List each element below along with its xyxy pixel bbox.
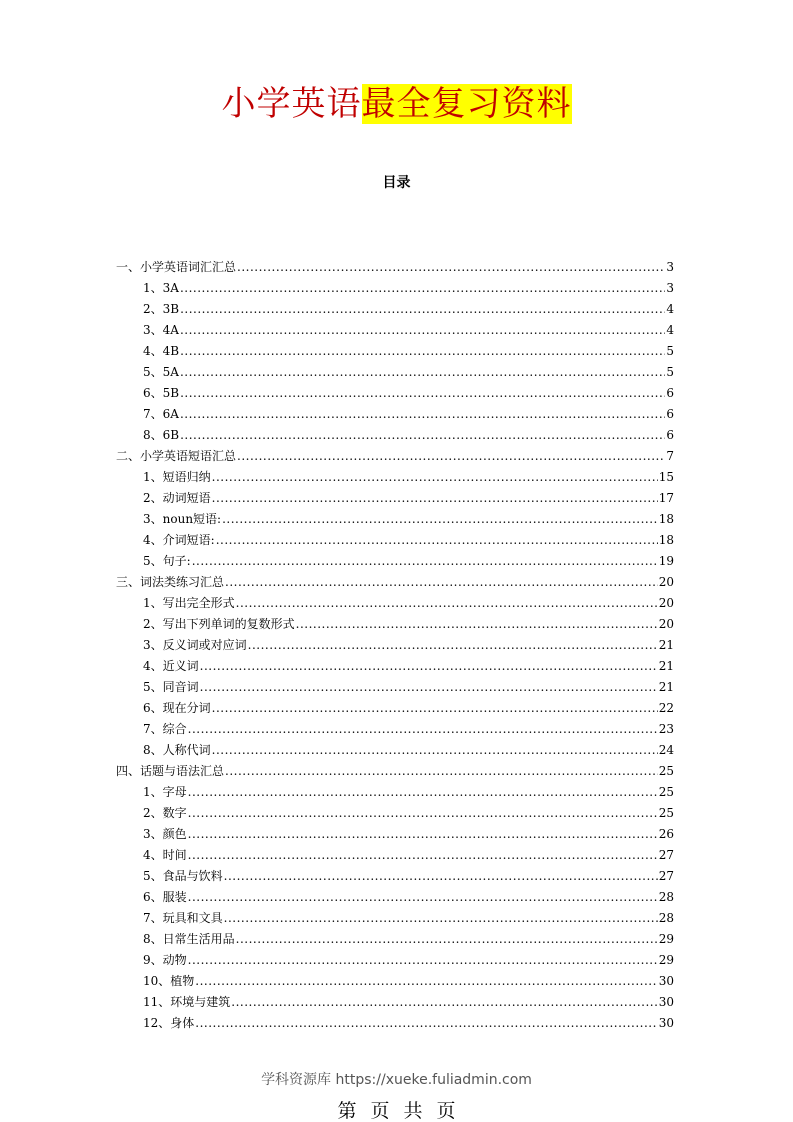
toc-entry-label: 9、动物 xyxy=(143,953,187,967)
toc-leader-dots xyxy=(180,341,665,362)
toc-heading: 目录 xyxy=(382,175,411,191)
title-text: 小学英语 xyxy=(221,84,362,124)
toc-entry-label: 5、5A xyxy=(143,365,179,379)
toc-page-number: 24 xyxy=(658,743,674,757)
footer-source: 学科资源库 https://xueke.fuliadmin.com xyxy=(261,1072,532,1088)
toc-entry-label: 6、服装 xyxy=(143,890,187,904)
toc-entry-label: 12、身体 xyxy=(143,1016,195,1030)
toc-subsection-entry[interactable] xyxy=(116,425,674,446)
toc-subsection-entry[interactable] xyxy=(116,278,674,299)
toc-leader-dots xyxy=(224,908,658,929)
toc-leader-dots xyxy=(224,866,658,887)
toc-leader-dots xyxy=(236,593,658,614)
toc-entry-label: 2、动词短语 xyxy=(143,491,211,505)
toc-leader-dots xyxy=(237,446,665,467)
toc-entry-label: 2、3B xyxy=(143,302,180,316)
toc-leader-dots xyxy=(216,530,658,551)
toc-subsection-entry[interactable] xyxy=(116,320,674,341)
toc-subsection-entry[interactable] xyxy=(116,299,674,320)
toc-subsection-entry[interactable] xyxy=(116,656,674,677)
toc-leader-dots xyxy=(212,488,658,509)
toc-subsection-entry[interactable] xyxy=(116,845,674,866)
toc-subsection-entry[interactable] xyxy=(116,887,674,908)
toc-leader-dots xyxy=(248,635,658,656)
toc-page-number: 21 xyxy=(658,680,674,694)
toc-page-number: 19 xyxy=(658,554,674,568)
toc-entry-label: 1、短语归纳 xyxy=(143,470,211,484)
toc-entry-label: 11、环境与建筑 xyxy=(143,995,231,1009)
toc-subsection-entry[interactable] xyxy=(116,950,674,971)
toc-leader-dots xyxy=(195,1013,657,1034)
toc-entry-label: 7、6A xyxy=(143,407,179,421)
toc-entry-label: 4、介词短语: xyxy=(143,533,215,547)
toc-page-number: 29 xyxy=(658,953,674,967)
toc-leader-dots xyxy=(188,845,658,866)
toc-subsection-entry[interactable] xyxy=(116,992,674,1013)
toc-page-number: 22 xyxy=(658,701,674,715)
toc-page-number: 23 xyxy=(658,722,674,736)
toc-leader-dots xyxy=(188,803,658,824)
toc-page-number: 20 xyxy=(658,617,674,631)
toc-page-number: 26 xyxy=(658,827,674,841)
toc-page-number: 4 xyxy=(666,323,674,337)
toc-subsection-entry[interactable] xyxy=(116,614,674,635)
toc-page-number: 27 xyxy=(658,869,674,883)
toc-page-number: 7 xyxy=(666,449,674,463)
toc-subsection-entry[interactable] xyxy=(116,404,674,425)
toc-page-number: 21 xyxy=(658,638,674,652)
toc-page-number: 25 xyxy=(658,806,674,820)
toc-entry-label: 5、句子: xyxy=(143,554,191,568)
toc-entry-label: 3、noun短语: xyxy=(143,512,222,526)
toc-entry-label: 4、时间 xyxy=(143,848,187,862)
toc-leader-dots xyxy=(180,362,665,383)
toc-subsection-entry[interactable] xyxy=(116,488,674,509)
toc-page-number: 29 xyxy=(658,932,674,946)
toc-subsection-entry[interactable] xyxy=(116,971,674,992)
toc-page-number: 6 xyxy=(666,407,674,421)
toc-entry-label: 6、5B xyxy=(143,386,180,400)
toc-leader-dots xyxy=(180,383,665,404)
toc-subsection-entry[interactable] xyxy=(116,593,674,614)
toc-leader-dots xyxy=(180,278,665,299)
toc-subsection-entry[interactable] xyxy=(116,782,674,803)
toc-subsection-entry[interactable] xyxy=(116,467,674,488)
toc-leader-dots xyxy=(222,509,658,530)
toc-entry-label: 4、近义词 xyxy=(143,659,199,673)
toc-subsection-entry[interactable] xyxy=(116,740,674,761)
toc-section-entry[interactable] xyxy=(116,446,674,467)
toc-page-number: 25 xyxy=(658,785,674,799)
toc-page-number: 6 xyxy=(666,428,674,442)
title-highlighted-text: 最全复习资料 xyxy=(361,84,572,124)
toc-subsection-entry[interactable] xyxy=(116,362,674,383)
toc-page-number: 18 xyxy=(658,533,674,547)
toc-entry-label: 6、现在分词 xyxy=(143,701,211,715)
toc-leader-dots xyxy=(237,257,665,278)
toc-entry-label: 7、综合 xyxy=(143,722,187,736)
toc-leader-dots xyxy=(188,719,658,740)
toc-leader-dots xyxy=(225,761,658,782)
toc-page-number: 30 xyxy=(658,974,674,988)
toc-subsection-entry[interactable] xyxy=(116,803,674,824)
toc-entry-label: 5、食品与饮料 xyxy=(143,869,223,883)
toc-entry-label: 8、日常生活用品 xyxy=(143,932,235,946)
toc-leader-dots xyxy=(180,425,665,446)
toc-subsection-entry[interactable] xyxy=(116,929,674,950)
toc-page-number: 27 xyxy=(658,848,674,862)
toc-page-number: 25 xyxy=(658,764,674,778)
toc-page-number: 20 xyxy=(658,575,674,589)
toc-leader-dots xyxy=(188,782,658,803)
toc-entry-label: 5、同音词 xyxy=(143,680,199,694)
toc-page-number: 17 xyxy=(658,491,674,505)
table-of-contents xyxy=(116,257,674,1034)
toc-leader-dots xyxy=(188,950,658,971)
toc-entry-label: 4、4B xyxy=(143,344,180,358)
toc-leader-dots xyxy=(180,299,665,320)
toc-page-number: 28 xyxy=(658,911,674,925)
toc-leader-dots xyxy=(192,551,658,572)
toc-leader-dots xyxy=(212,698,658,719)
toc-entry-label: 1、3A xyxy=(143,281,179,295)
toc-entry-label: 1、写出完全形式 xyxy=(143,596,235,610)
toc-entry-label: 8、6B xyxy=(143,428,180,442)
toc-entry-label: 三、词法类练习汇总 xyxy=(116,575,225,589)
toc-entry-label: 2、写出下列单词的复数形式 xyxy=(143,617,295,631)
toc-entry-label: 二、小学英语短语汇总 xyxy=(116,449,237,463)
toc-entry-label: 3、反义词或对应词 xyxy=(143,638,247,652)
toc-page-number: 20 xyxy=(658,596,674,610)
toc-entry-label: 1、字母 xyxy=(143,785,187,799)
toc-subsection-entry[interactable] xyxy=(116,1013,674,1034)
toc-page-number: 6 xyxy=(666,386,674,400)
toc-section-entry[interactable] xyxy=(116,257,674,278)
toc-subsection-entry[interactable] xyxy=(116,719,674,740)
toc-leader-dots xyxy=(195,971,657,992)
toc-page-number: 15 xyxy=(658,470,674,484)
toc-page-number: 30 xyxy=(658,995,674,1009)
toc-subsection-entry[interactable] xyxy=(116,341,674,362)
toc-page-number: 30 xyxy=(658,1016,674,1030)
toc-subsection-entry[interactable] xyxy=(116,908,674,929)
toc-entry-label: 10、植物 xyxy=(143,974,195,988)
footer-page-indicator: 第 页 共 页 xyxy=(337,1100,456,1122)
toc-leader-dots xyxy=(188,824,658,845)
toc-subsection-entry[interactable] xyxy=(116,677,674,698)
toc-entry-label: 3、4A xyxy=(143,323,179,337)
toc-page-number: 21 xyxy=(658,659,674,673)
toc-leader-dots xyxy=(231,992,657,1013)
toc-page-number: 3 xyxy=(666,281,674,295)
toc-subsection-entry[interactable] xyxy=(116,698,674,719)
toc-entry-label: 3、颜色 xyxy=(143,827,187,841)
toc-entry-label: 四、话题与语法汇总 xyxy=(116,764,225,778)
toc-section-entry[interactable] xyxy=(116,761,674,782)
document-title xyxy=(0,82,793,126)
toc-leader-dots xyxy=(180,320,665,341)
toc-subsection-entry[interactable] xyxy=(116,383,674,404)
toc-entry-label: 7、玩具和文具 xyxy=(143,911,223,925)
toc-entry-label: 8、人称代词 xyxy=(143,743,211,757)
toc-leader-dots xyxy=(236,929,658,950)
toc-page-number: 28 xyxy=(658,890,674,904)
toc-subsection-entry[interactable] xyxy=(116,551,674,572)
toc-leader-dots xyxy=(188,887,658,908)
toc-leader-dots xyxy=(180,404,665,425)
toc-page-number: 5 xyxy=(666,365,674,379)
toc-leader-dots xyxy=(200,677,658,698)
toc-leader-dots xyxy=(212,740,658,761)
toc-subsection-entry[interactable] xyxy=(116,635,674,656)
toc-subsection-entry[interactable] xyxy=(116,866,674,887)
toc-subsection-entry[interactable] xyxy=(116,509,674,530)
toc-page-number: 4 xyxy=(666,302,674,316)
toc-page-number: 5 xyxy=(666,344,674,358)
toc-subsection-entry[interactable] xyxy=(116,530,674,551)
toc-subsection-entry[interactable] xyxy=(116,824,674,845)
toc-page-number: 18 xyxy=(658,512,674,526)
toc-leader-dots xyxy=(200,656,658,677)
toc-leader-dots xyxy=(212,467,658,488)
toc-page-number: 3 xyxy=(666,260,674,274)
toc-entry-label: 2、数字 xyxy=(143,806,187,820)
toc-leader-dots xyxy=(225,572,658,593)
toc-leader-dots xyxy=(296,614,658,635)
toc-entry-label: 一、小学英语词汇汇总 xyxy=(116,260,237,274)
toc-section-entry[interactable] xyxy=(116,572,674,593)
